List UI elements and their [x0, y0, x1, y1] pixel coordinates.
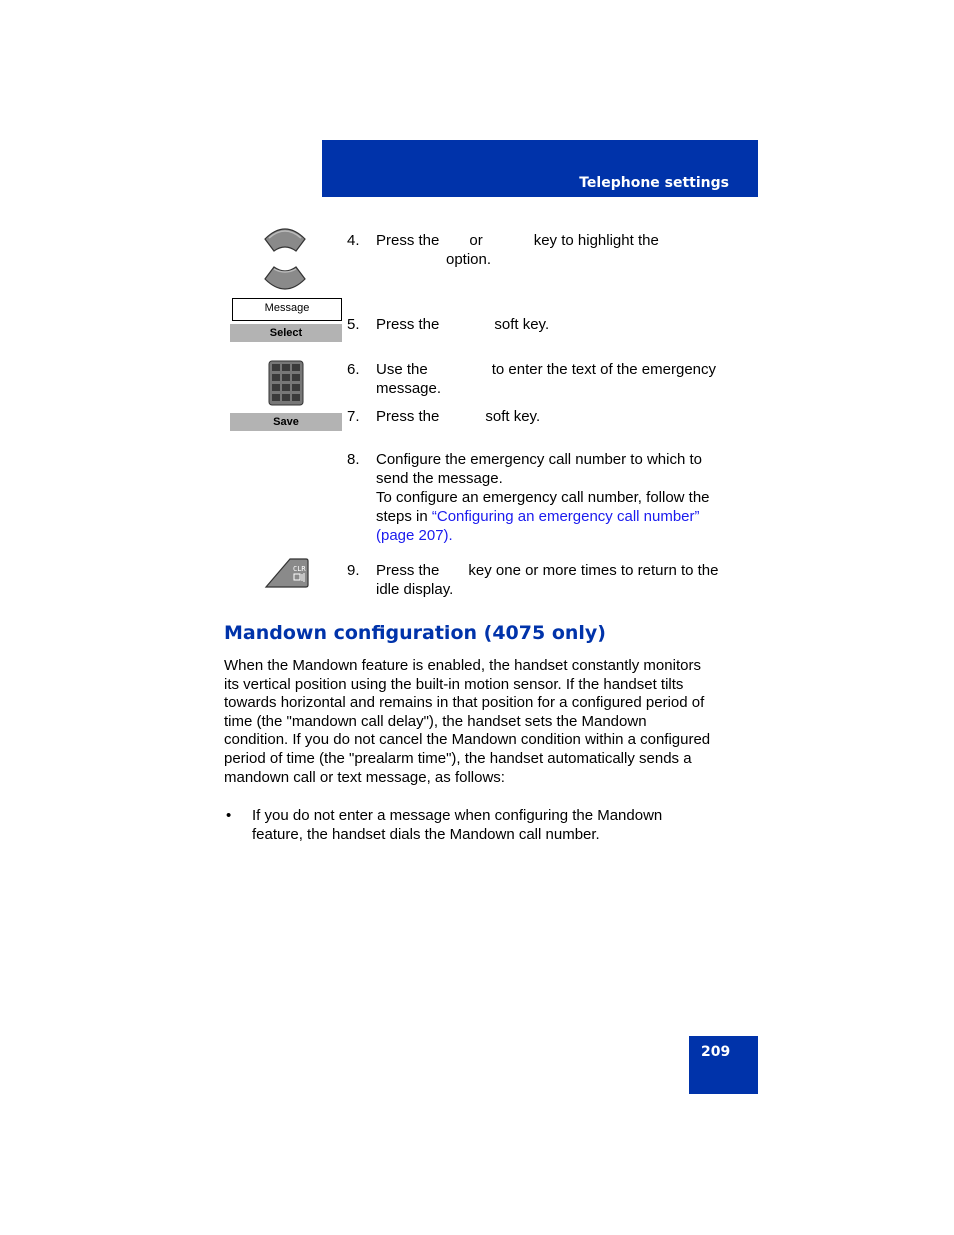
- step-number: 5.: [347, 316, 360, 333]
- message-display-box: Message: [232, 298, 342, 321]
- step-text: To configure an emergency call number, follow the: [376, 489, 710, 506]
- paragraph-line: mandown call or text message, as follows:: [224, 768, 505, 786]
- paragraph-line: condition. If you do not cancel the Mandown condition within a configured: [224, 731, 711, 749]
- step-text: to enter the text of the emergency: [491, 361, 716, 378]
- nav-up-key-icon: [262, 225, 308, 255]
- link-text[interactable]: (page 207).: [376, 527, 453, 544]
- step-9: [347, 561, 737, 599]
- header-title: Telephone settings: [579, 175, 729, 191]
- clear-key-icon: [264, 557, 310, 589]
- step-text: key one or more times to return to the: [468, 562, 719, 579]
- keypad-icon: [268, 360, 304, 406]
- paragraph-line: time (the "mandown call delay"), the handset sets the Mandown: [224, 712, 647, 730]
- clear-key-label: CLR: [293, 565, 306, 573]
- save-softkey[interactable]: Save: [230, 413, 342, 431]
- nav-down-key-icon: [262, 263, 308, 293]
- page-number: 209: [701, 1044, 731, 1060]
- paragraph-line: period of time (the "prealarm time"), the handset automatically sends a: [224, 749, 692, 767]
- bullet-item: [224, 807, 734, 844]
- step-text: Press the: [376, 232, 440, 249]
- step-text: steps in: [376, 508, 432, 525]
- step-number: 7.: [347, 408, 360, 425]
- step-text: Configure the emergency call number to which to: [376, 451, 703, 468]
- link-text[interactable]: “Configuring an emergency call number”: [431, 508, 700, 525]
- step-number: 6.: [347, 361, 360, 378]
- step-8: [347, 450, 737, 545]
- bullet-mark: •: [226, 807, 232, 824]
- paragraph-line: When the Mandown feature is enabled, the handset constantly monitors: [224, 657, 701, 674]
- step-text: message.: [376, 380, 442, 397]
- step-6: [347, 360, 737, 398]
- bullet-line: If you do not enter a message when configuring the Mandown: [252, 807, 663, 824]
- body-paragraph: [224, 657, 734, 787]
- paragraph-line: towards horizontal and remains in that position for a configured period of: [224, 694, 705, 712]
- step-5: [347, 315, 737, 334]
- step-number: 4.: [347, 232, 360, 249]
- step-text: option.: [446, 251, 492, 268]
- step-text: soft key.: [494, 316, 550, 333]
- step-text: Press the: [376, 316, 440, 333]
- paragraph-line: its vertical position using the built-in motion sensor. If the handset tilts: [224, 675, 684, 693]
- step-number: 9.: [347, 562, 360, 579]
- step-text: soft key.: [485, 408, 541, 425]
- step-text: idle display.: [376, 581, 454, 598]
- page-number-box: [689, 1036, 758, 1094]
- section-heading: Mandown configuration (4075 only): [224, 622, 606, 644]
- bullet-line: feature, the handset dials the Mandown call number.: [252, 825, 600, 843]
- step-7: [347, 407, 737, 426]
- step-text: Use the: [376, 361, 428, 378]
- header-bar: [322, 140, 758, 197]
- step-text: Press the: [376, 408, 440, 425]
- step-text: or: [469, 232, 483, 249]
- step-text: key to highlight the: [533, 232, 659, 249]
- step-number: 8.: [347, 451, 360, 468]
- step-text: send the message.: [376, 470, 503, 487]
- step-4: [347, 231, 737, 269]
- select-softkey[interactable]: Select: [230, 324, 342, 342]
- step-text: Press the: [376, 562, 440, 579]
